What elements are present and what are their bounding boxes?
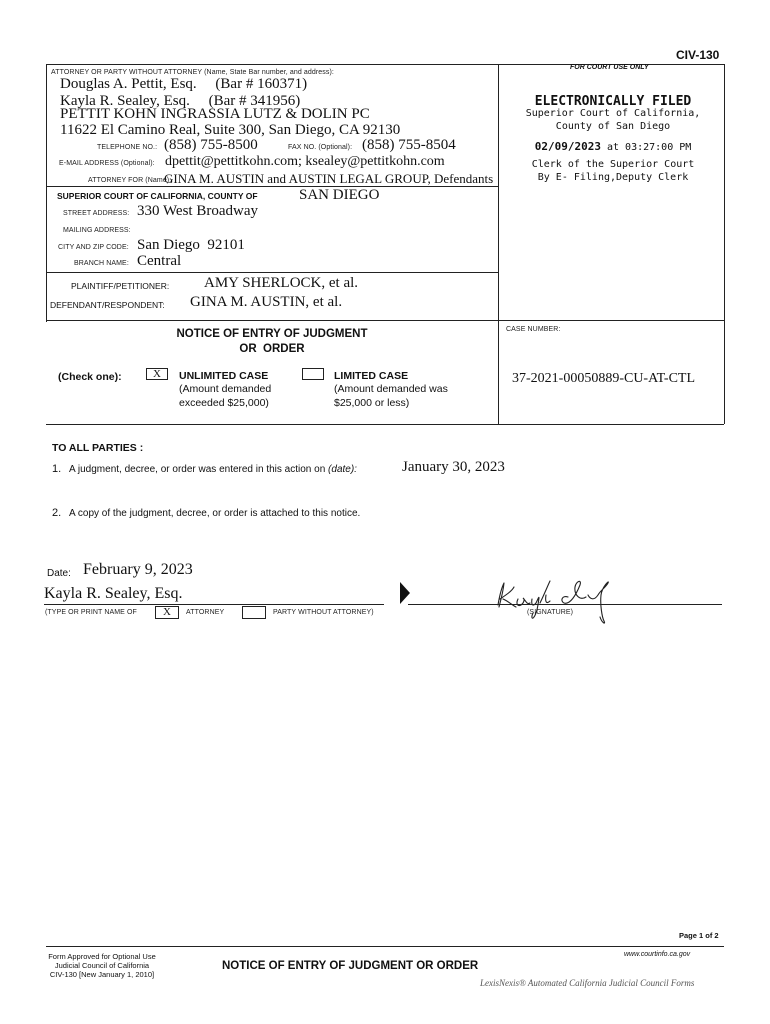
date-label: Date: bbox=[47, 568, 71, 579]
city-value: San Diego 92101 bbox=[137, 237, 245, 253]
date-value: February 9, 2023 bbox=[83, 561, 193, 578]
email-value: dpettit@pettitkohn.com; ksealey@pettitkohn.com bbox=[165, 154, 445, 169]
attorney-line2: Kayla R. Sealey, Esq. (Bar # 341956) bbox=[60, 93, 301, 109]
right-border bbox=[724, 64, 725, 424]
limited-title: LIMITED CASE bbox=[334, 370, 409, 382]
party-checkbox-label: PARTY WITHOUT ATTORNEY) bbox=[273, 609, 374, 616]
fax-label: FAX NO. (Optional): bbox=[288, 144, 353, 151]
attorney-checkbox-label: ATTORNEY bbox=[186, 609, 225, 616]
limited-checkbox[interactable] bbox=[302, 368, 324, 380]
city-label: CITY AND ZIP CODE: bbox=[58, 244, 129, 251]
stamp-title: ELECTRONICALLY FILED bbox=[534, 94, 692, 109]
item2-number: 2. bbox=[52, 507, 62, 519]
to-all-parties: TO ALL PARTIES : bbox=[52, 442, 144, 454]
mailing-label: MAILING ADDRESS: bbox=[63, 227, 131, 234]
footer-rule bbox=[46, 946, 724, 947]
attorney-line1: Douglas A. Pettit, Esq. (Bar # 160371) bbox=[60, 76, 308, 92]
signature-label: (SIGNATURE) bbox=[527, 609, 574, 616]
attorney-line3: PETTIT KOHN INGRASSIA LUTZ & DOLIN PC bbox=[60, 106, 370, 122]
branch-label: BRANCH NAME: bbox=[74, 260, 129, 267]
divider-bottom bbox=[46, 424, 724, 425]
item1-date-label: (date): bbox=[328, 464, 357, 475]
party-checkbox[interactable] bbox=[242, 606, 266, 619]
court-use-label: FOR COURT USE ONLY bbox=[570, 64, 649, 71]
approved-block bbox=[40, 952, 164, 979]
footer-website[interactable]: www.courtinfo.ca.gov bbox=[624, 951, 691, 958]
divider-parties bbox=[46, 272, 498, 273]
footer-title: NOTICE OF ENTRY OF JUDGMENT OR ORDER bbox=[222, 960, 479, 972]
middle-border bbox=[498, 64, 499, 424]
stamp-date-line bbox=[508, 140, 718, 153]
branch-value: Central bbox=[137, 253, 182, 269]
unlimited-sub2: exceeded $25,000) bbox=[179, 397, 269, 409]
email-label: E-MAIL ADDRESS (Optional): bbox=[59, 160, 155, 167]
unlimited-title: UNLIMITED CASE bbox=[179, 370, 269, 382]
case-number-value: 37-2021-00050889-CU-AT-CTL bbox=[512, 371, 696, 386]
unlimited-checkbox[interactable]: X bbox=[146, 368, 168, 380]
street-label: STREET ADDRESS: bbox=[63, 210, 130, 217]
fax-value: (858) 755-8504 bbox=[362, 137, 456, 153]
lexis-footer: LexisNexis® Automated California Judicial Council Forms bbox=[480, 978, 695, 988]
defendant-value: GINA M. AUSTIN, et al. bbox=[190, 294, 343, 310]
form-id: CIV-130 bbox=[676, 48, 720, 62]
limited-sub1: (Amount demanded was bbox=[334, 383, 448, 395]
telephone-value: (858) 755-8500 bbox=[164, 137, 258, 153]
attorney-for-value: GINA M. AUSTIN and AUSTIN LEGAL GROUP, Defendants bbox=[164, 171, 494, 186]
plaintiff-label: PLAINTIFF/PETITIONER: bbox=[71, 281, 170, 291]
attorney-label: ATTORNEY OR PARTY WITHOUT ATTORNEY (Name, State Bar number, and address): bbox=[51, 69, 334, 76]
telephone-label: TELEPHONE NO.: bbox=[97, 144, 158, 151]
approved-line3: CIV-130 [New January 1, 2010] bbox=[49, 970, 155, 979]
stamp-line2: County of San Diego bbox=[555, 121, 671, 132]
item1-date: January 30, 2023 bbox=[402, 459, 505, 475]
stamp-line1: Superior Court of California, bbox=[525, 108, 701, 119]
item1-number: 1. bbox=[52, 463, 62, 475]
street-value: 330 West Broadway bbox=[137, 203, 258, 219]
approved-line2: Judicial Council of California bbox=[54, 961, 150, 970]
notice-title-line1: NOTICE OF ENTRY OF JUDGMENT bbox=[176, 328, 368, 340]
court-heading: SUPERIOR COURT OF CALIFORNIA, COUNTY OF bbox=[57, 191, 258, 201]
stamp-line4: By E- Filing,Deputy Clerk bbox=[537, 172, 689, 183]
typed-name: Kayla R. Sealey, Esq. bbox=[44, 585, 183, 602]
stamp-date: 02/09/2023 bbox=[534, 140, 601, 153]
attorney-checkbox[interactable]: X bbox=[155, 606, 179, 619]
item1-text: A judgment, decree, or order was entered in this action on bbox=[69, 464, 326, 475]
case-number-label: CASE NUMBER: bbox=[506, 326, 561, 333]
approved-line1: Form Approved for Optional Use bbox=[48, 952, 156, 961]
item1-line bbox=[69, 464, 357, 475]
signature-image bbox=[490, 565, 640, 627]
defendant-label: DEFENDANT/RESPONDENT: bbox=[50, 300, 165, 310]
divider-title bbox=[46, 320, 724, 321]
stamp-time: at 03:27:00 PM bbox=[606, 142, 692, 153]
plaintiff-value: AMY SHERLOCK, et al. bbox=[204, 275, 359, 291]
attorney-line4: 11622 El Camino Real, Suite 300, San Diego, CA 92130 bbox=[60, 122, 401, 138]
unlimited-sub1: (Amount demanded bbox=[179, 383, 272, 395]
item2-text: A copy of the judgment, decree, or order is attached to this notice. bbox=[69, 508, 361, 519]
name-line bbox=[44, 604, 384, 605]
stamp-line3: Clerk of the Superior Court bbox=[531, 159, 695, 170]
check-one-label: (Check one): bbox=[58, 371, 122, 383]
type-label: (TYPE OR PRINT NAME OF bbox=[45, 609, 137, 616]
notice-title-line2: OR ORDER bbox=[239, 343, 305, 355]
arrow-icon bbox=[398, 580, 412, 606]
limited-sub2: $25,000 or less) bbox=[334, 397, 410, 409]
page-number: Page 1 of 2 bbox=[679, 931, 719, 940]
left-border bbox=[46, 64, 47, 322]
attorney-for-label: ATTORNEY FOR (Name): bbox=[88, 177, 172, 184]
court-county: SAN DIEGO bbox=[299, 187, 380, 203]
